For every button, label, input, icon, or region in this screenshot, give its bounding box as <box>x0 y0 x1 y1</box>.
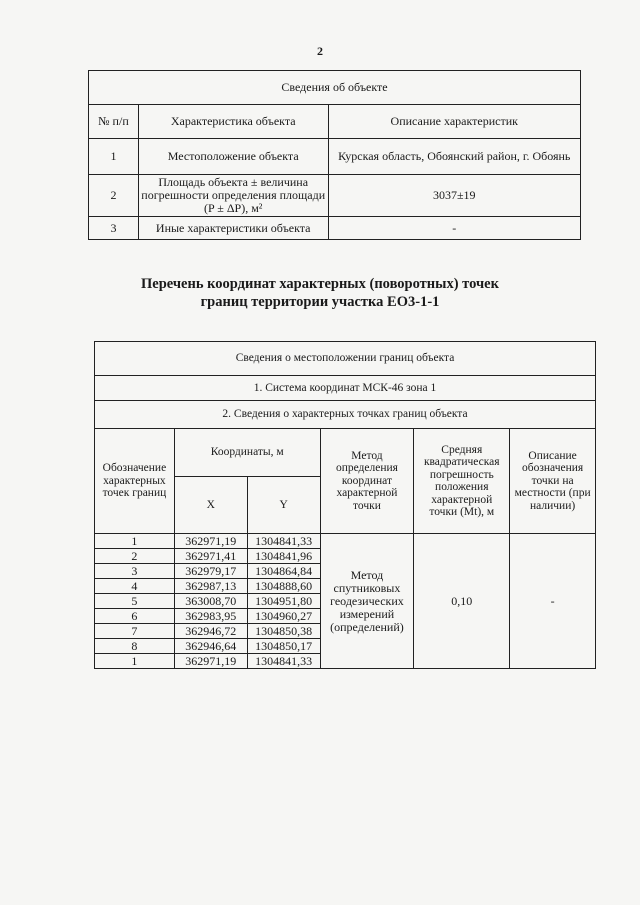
table-row-characteristic: Площадь объекта ± величина погрешности определения площади (P ± ΔP), м² <box>138 175 328 217</box>
table-row-y: 1304888,60 <box>247 579 320 594</box>
table-row-x: 362946,64 <box>174 639 247 654</box>
header-description: Описание характеристик <box>328 105 580 139</box>
coordinates-table <box>94 341 596 669</box>
header-x: X <box>174 477 247 534</box>
header-point-description: Описание обозначения точки на местности (при наличии) <box>510 429 596 534</box>
method-cell: Метод спутниковых геодезических измерений (определений) <box>320 534 414 669</box>
header-accuracy: Средняя квадратическая погрешность положения характерной точки (Mt), м <box>414 429 510 534</box>
coord-system: 1. Система координат МСК-46 зона 1 <box>95 376 596 401</box>
table-row-y: 1304850,38 <box>247 624 320 639</box>
header-method: Метод определения координат характерной точки <box>320 429 414 534</box>
page-number: 2 <box>317 44 323 58</box>
table-row-characteristic: Иные характеристики объекта <box>138 217 328 240</box>
heading-line-2: границ территории участка ЕО3-1-1 <box>200 294 440 310</box>
table-row-point: 5 <box>95 594 175 609</box>
header-characteristic: Характеристика объекта <box>138 105 328 139</box>
table-row-y: 1304841,33 <box>247 534 320 549</box>
table-row-description: Курская область, Обоянский район, г. Обоянь <box>328 139 580 175</box>
header-point: Обозначение характерных точек границ <box>95 429 175 534</box>
table-row-x: 362946,72 <box>174 624 247 639</box>
table-row-x: 362971,41 <box>174 549 247 564</box>
table-row-point: 2 <box>95 549 175 564</box>
table-row-y: 1304960,27 <box>247 609 320 624</box>
point-description-cell: - <box>510 534 596 669</box>
table-row-num: 3 <box>89 217 139 240</box>
table-row-y: 1304864,84 <box>247 564 320 579</box>
table-row-y: 1304841,33 <box>247 654 320 669</box>
table-row-point: 8 <box>95 639 175 654</box>
table-row-y: 1304841,96 <box>247 549 320 564</box>
table-row-point: 7 <box>95 624 175 639</box>
section-heading <box>0 275 640 311</box>
table-row-x: 362971,19 <box>174 534 247 549</box>
header-coordinates: Координаты, м <box>174 429 320 477</box>
table-row-point: 1 <box>95 654 175 669</box>
table-row-x: 362971,19 <box>174 654 247 669</box>
accuracy-cell: 0,10 <box>414 534 510 669</box>
table-row-point: 1 <box>95 534 175 549</box>
table-row-num: 1 <box>89 139 139 175</box>
heading-line-1: Перечень координат характерных (поворотных) точек <box>141 276 499 292</box>
table-row-point: 6 <box>95 609 175 624</box>
table-row-point: 4 <box>95 579 175 594</box>
table-row-x: 362983,95 <box>174 609 247 624</box>
table-row-y: 1304951,80 <box>247 594 320 609</box>
table-row-description: - <box>328 217 580 240</box>
object-table-title: Сведения об объекте <box>89 71 581 105</box>
object-info-table <box>88 70 581 240</box>
coord-section-title: 2. Сведения о характерных точках границ объекта <box>95 401 596 429</box>
table-row-y: 1304850,17 <box>247 639 320 654</box>
header-y: Y <box>247 477 320 534</box>
table-row-point: 3 <box>95 564 175 579</box>
header-num: № п/п <box>89 105 139 139</box>
coord-table-title: Сведения о местоположении границ объекта <box>95 342 596 376</box>
table-row-x: 362979,17 <box>174 564 247 579</box>
table-row-num: 2 <box>89 175 139 217</box>
table-row-x: 362987,13 <box>174 579 247 594</box>
table-row-description: 3037±19 <box>328 175 580 217</box>
table-row-characteristic: Местоположение объекта <box>138 139 328 175</box>
table-row-x: 363008,70 <box>174 594 247 609</box>
